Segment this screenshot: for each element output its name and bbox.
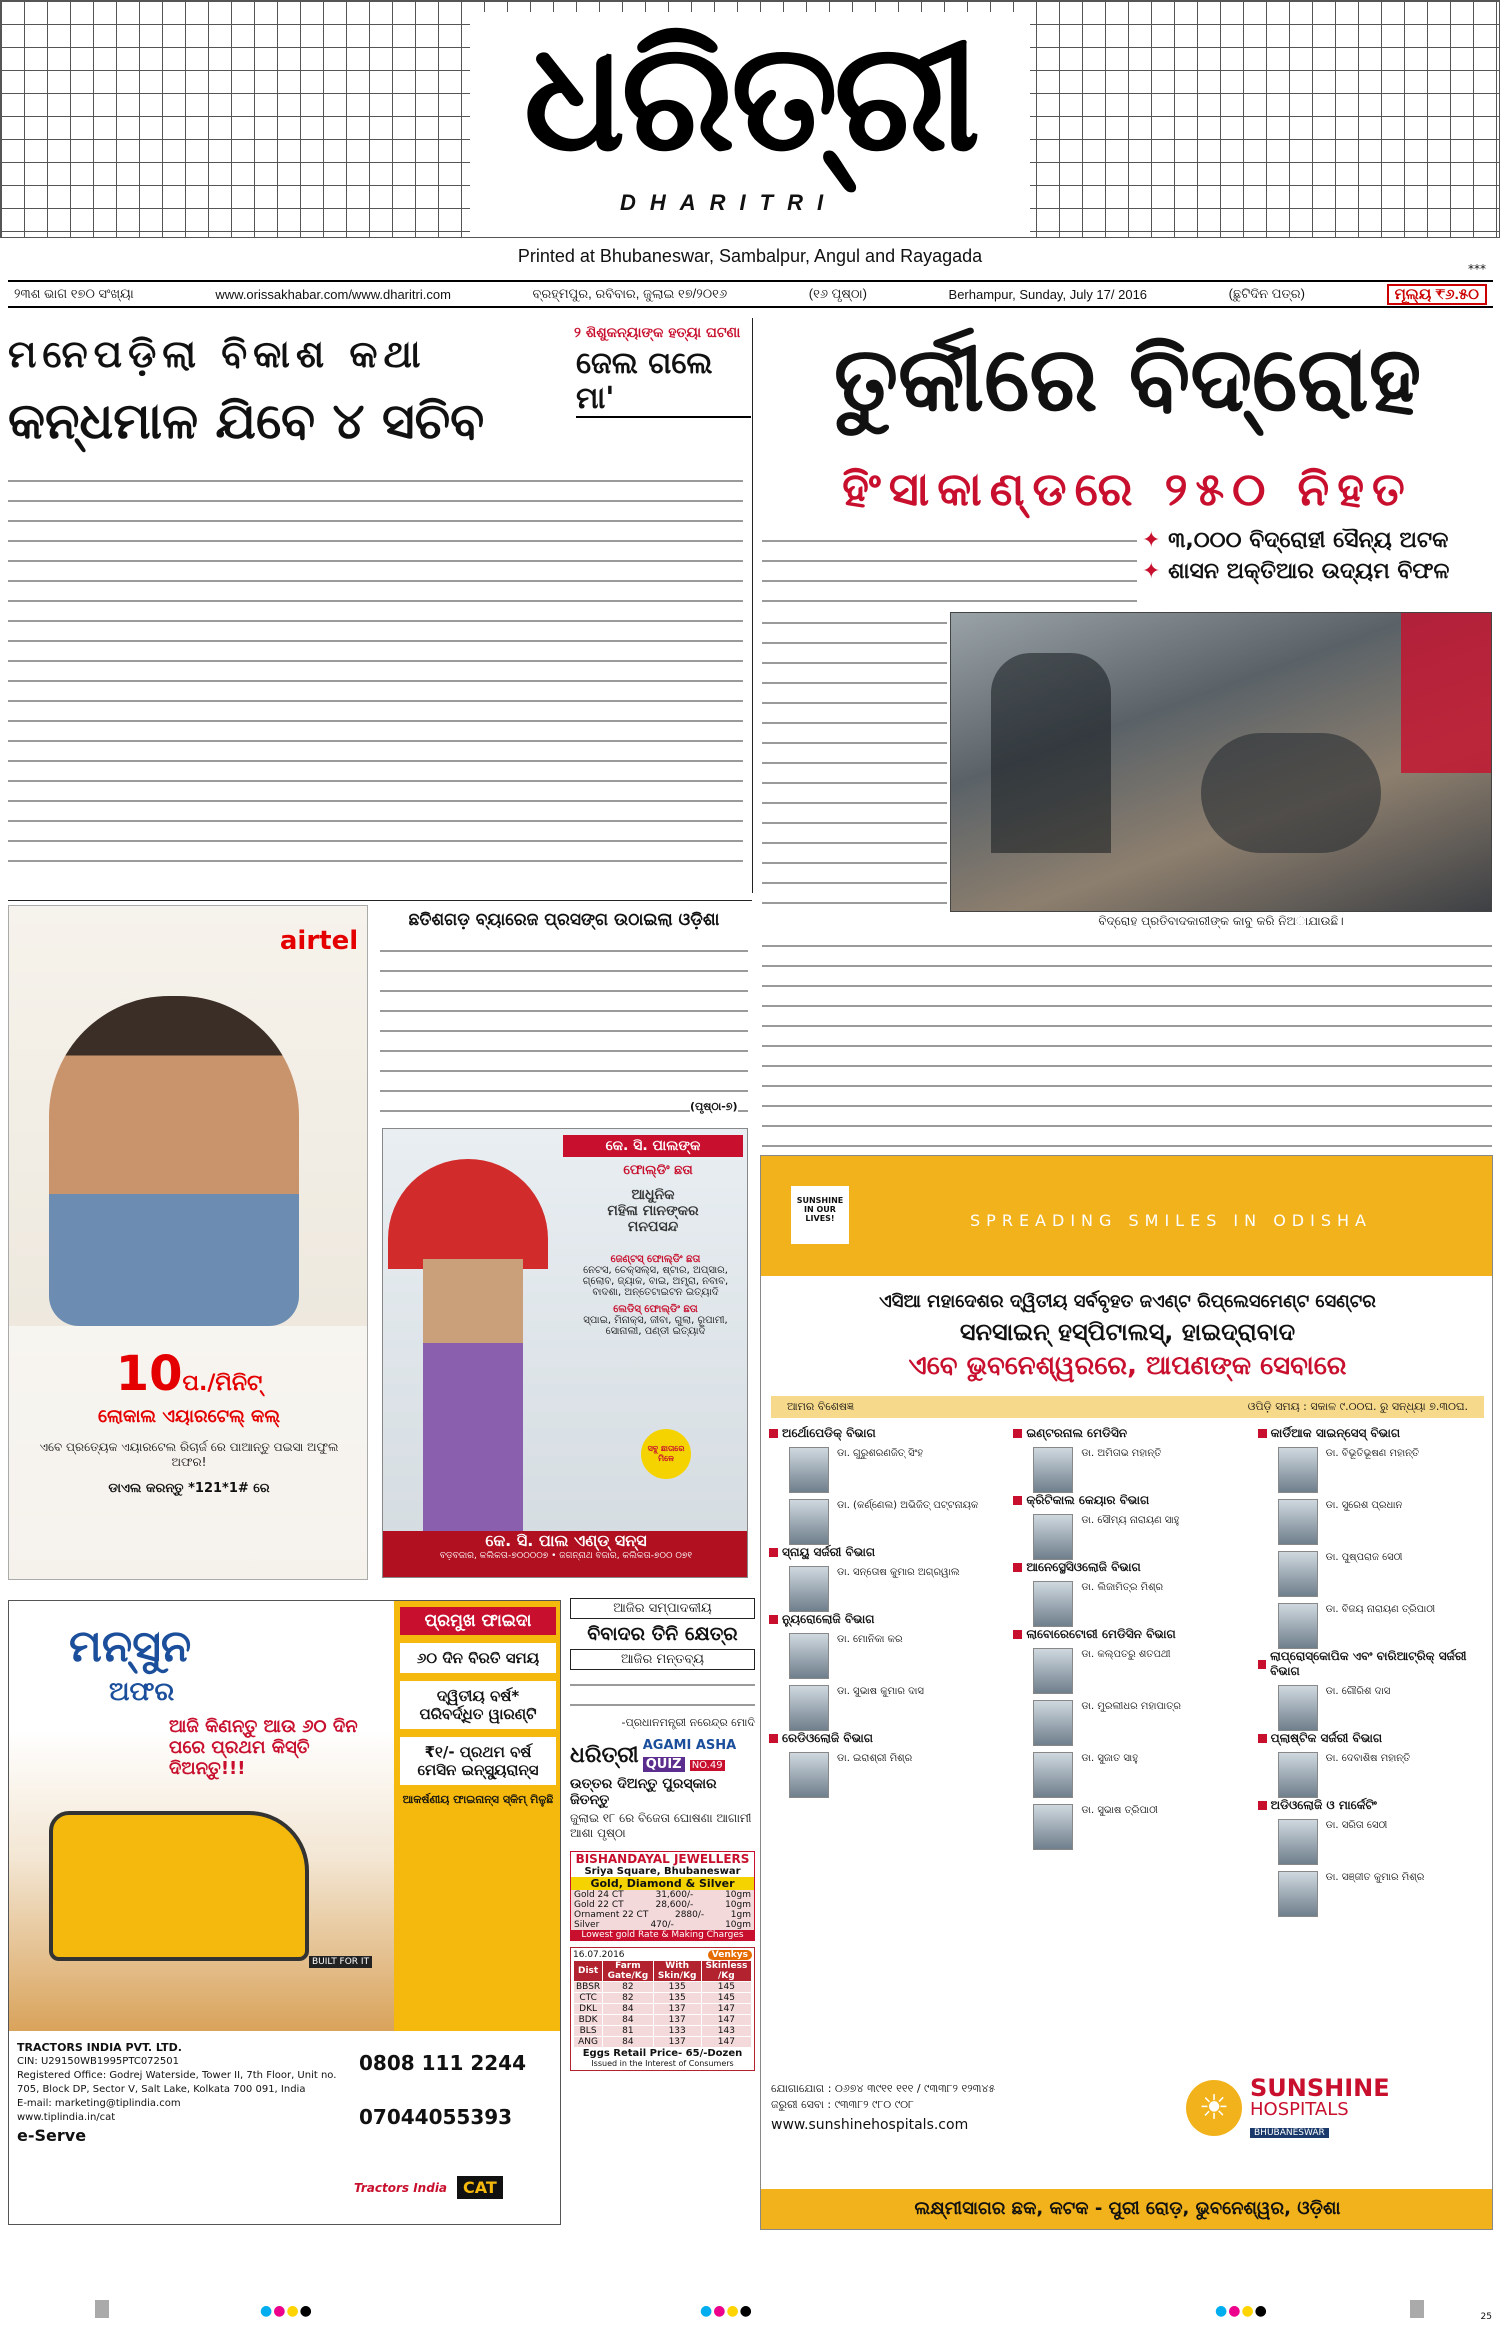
jewellers-ad[interactable]	[570, 1851, 755, 1941]
tipl-logo: Tractors India	[354, 2180, 448, 2195]
lead-body-top	[762, 530, 1137, 610]
registration-dots: ●●●●	[260, 2303, 313, 2319]
doctor-name: ଡା. ସୁଜାତ ସାହୁ	[1081, 1753, 1139, 1764]
mid-kicker: ୨ ଶିଶୁକନ୍ୟାଙ୍କ ହତ୍ୟା ଘଟଣା	[574, 325, 741, 341]
eggs-cell: 137	[653, 2015, 701, 2026]
doctor-name: ଡା. ସୁରେଶ ପ୍ରଧାନ	[1325, 1500, 1403, 1511]
doctor-column	[1250, 1426, 1493, 2076]
left-body-text	[8, 470, 743, 880]
tractors-addr: Registered Office: Godrej Waterside, Tower II, 7th Floor, Unit no. 705, Block DP, Sector V, Salt Lake, Kolkata 700 091, India	[17, 2070, 337, 2095]
quiz-label: QUIZ	[643, 1757, 685, 1772]
department-icon	[1258, 1660, 1266, 1669]
airtel-rate-line	[39, 1346, 339, 1402]
department-icon	[1013, 1563, 1022, 1572]
doctor-entry	[1278, 1752, 1486, 1798]
doctor-photo	[1033, 1447, 1073, 1493]
jewellers-rate-row	[571, 1910, 754, 1920]
eggs-date: 16.07.2016	[573, 1950, 625, 1960]
eggs-cell: BLS	[574, 2026, 603, 2037]
tractors-company-info	[17, 2041, 347, 2143]
bullet-2: ଶାସନ ଅକ୍ତିଆର ଉଦ୍ୟମ ବିଫଳ	[1168, 559, 1450, 584]
kcpal-footer-addr: ବଡ଼ବଜାର, କଲିକତା-୭୦୦୦୦୭ • ଜଗନ୍ନାଥ ବଜାର, କଲିକତା-୭୦୦ ୦୭୧	[439, 1551, 693, 1561]
doctor-entry	[789, 1633, 997, 1679]
turkish-flag	[1401, 613, 1491, 773]
doctor-columns	[761, 1426, 1493, 2076]
doctor-entry	[1033, 1752, 1241, 1798]
doctor-name: ଡା. ସୁଭାଷ ତ୍ରିପାଠୀ	[1081, 1805, 1158, 1816]
doctor-name: ଡା. ବିଜୟ ନାରାୟଣ ତ୍ରିପାଠୀ	[1325, 1604, 1436, 1615]
tractors-company: TRACTORS INDIA PVT. LTD.	[17, 2041, 182, 2054]
lead-body-bottom	[762, 935, 1492, 1150]
sunshine-line1: ଏସିଆ ମହାଦେଶର ଦ୍ୱିତୀୟ ସର୍ବବୃହତ ଜଏଣ୍ଟ ରିପ୍ଲେସମେଣ୍ଟ ସେଣ୍ଟର	[879, 1291, 1376, 1312]
jewellers-rates	[571, 1890, 754, 1930]
eggs-cell: BDK	[574, 2015, 603, 2026]
eggs-cell: 135	[653, 1993, 701, 2004]
doctor-photo	[1278, 1752, 1318, 1798]
department-heading	[769, 1731, 997, 1746]
mid-headline: ଜେଲ ଗଲେ ମା'	[576, 346, 751, 418]
opd-time: ଓପିଡ଼ି ସମୟ : ସକାଳ ୯.୦୦ଘ. ରୁ ସନ୍ଧ୍ୟା ୭.୩୦ଘ.	[1247, 1400, 1468, 1413]
jewellers-rate-row	[571, 1900, 754, 1910]
date-odia: ବ୍ରହ୍ମପୁର, ରବିବାର, ଜୁଲାଇ ୧୭/୨୦୧୬	[532, 286, 728, 301]
benefits-panel	[394, 1601, 561, 2031]
website: www.orissakhabar.com/www.dharitri.com	[215, 286, 451, 302]
photo-figure	[991, 653, 1111, 853]
doctor-photo	[1278, 1871, 1318, 1917]
eggs-cell: 81	[603, 2026, 653, 2037]
doctor-photo	[1278, 1685, 1318, 1731]
kcpal-footer: କେ. ସି. ପାଲ ଏଣ୍ଡ୍ ସନ୍ସ	[485, 1531, 647, 1550]
jewellers-place: Sriya Square, Bhubaneswar	[584, 1866, 741, 1877]
backhoe-image	[49, 1811, 309, 1961]
editorial-label: ଆଜିର ସମ୍ପାଦକୀୟ	[570, 1598, 755, 1619]
doctor-name: ଡା. ସୌମ୍ୟ ନାରାୟଣ ସାହୁ	[1081, 1515, 1180, 1526]
department-name: ଇଣ୍ଟରନାଲ ମେଡିସିନ	[1026, 1426, 1128, 1440]
middle-column	[570, 1598, 755, 2228]
photo-figure	[1201, 733, 1381, 853]
jewellers-footer: Lowest gold Rate & Making Charges	[571, 1930, 754, 1940]
eggs-cell: 147	[701, 2015, 751, 2026]
eggs-cell: 145	[701, 1982, 751, 1993]
doctor-name: ଡା. ମୁରଲୀଧର ମହାପାତ୍ର	[1081, 1701, 1181, 1712]
pages: (୧୬ ପୃଷ୍ଠା)	[808, 286, 867, 301]
department-heading	[1013, 1426, 1241, 1441]
page-number: 25	[1480, 2312, 1492, 2322]
doctor-name: ଡା. ଗୌରିଶ ଦାସ	[1325, 1686, 1391, 1697]
volume: ୨୩ଶ ଭାଗ ୧୭୦ ସଂଖ୍ୟା	[14, 286, 134, 301]
eggs-cell: 147	[701, 2037, 751, 2048]
lead-body-left	[762, 612, 947, 912]
doctor-photo	[1033, 1804, 1073, 1850]
department-name: ଆନେସ୍ଥେସିଓଲୋଜି ବିଭାଗ	[1026, 1560, 1141, 1574]
doctor-entry	[1278, 1499, 1486, 1545]
jewellers-rate-cell: Ornament 22 CT	[574, 1910, 649, 1920]
model-photo	[49, 996, 299, 1326]
airtel-ad[interactable]	[8, 905, 368, 1580]
doctor-name: ଡା. କଲ୍ପତରୁ ଶତପଥୀ	[1081, 1649, 1171, 1660]
gents-list: ନେଟସ, ଚେକ୍ସଲ୍ସ, ଷ୍ଟାର, ଅପ୍ସାର, ଗ୍ଲୋବ, ଜ୍ୟାକ, ବାଇ, ଅମ୍ବ୍ରା, ନବାବ, ବାଦଶା, ଅନ୍ତେଟାଇଟନ ଇତ୍ୟାଦି	[582, 1265, 729, 1298]
doctor-photo	[789, 1685, 829, 1731]
doctor-name: ଡା. ଲିଜାମିତ୍ର ମିଶ୍ର	[1081, 1582, 1164, 1593]
department-name: କାର୍ଡିଆକ ସାଇନ୍ସେସ୍ ବିଭାଗ	[1270, 1426, 1401, 1440]
bullet-1: ୩,୦୦୦ ବିଦ୍ରୋହୀ ସୈନ୍ୟ ଅଟକ	[1168, 528, 1449, 553]
eserve: e-Serve	[17, 2126, 87, 2145]
sunshine-logo-text: SUNSHINE	[1250, 2074, 1390, 2102]
doctor-entry	[1278, 1871, 1486, 1917]
quiz-brand: AGAMI ASHA	[642, 1738, 737, 1753]
jewellers-rate-cell: Gold 24 CT	[574, 1890, 624, 1900]
doctor-name: ଡା. ଗୁରୁଶରଣଜିତ୍ ସିଂହ	[837, 1448, 924, 1459]
airtel-rate: 10	[115, 1346, 183, 1402]
sunshine-banner-text: SPREADING SMILES IN ODISHA	[970, 1211, 1372, 1230]
print-swatch	[1410, 2300, 1424, 2318]
department-name: ସ୍ନାୟୁ ସର୍ଜରୀ ବିଭାଗ	[782, 1545, 876, 1559]
eggs-cell: BBSR	[574, 1982, 603, 1993]
jewellers-head: Gold, Diamond & Silver	[571, 1877, 754, 1890]
jewellers-rate-cell: 470/-	[650, 1920, 674, 1930]
eggs-cell: 147	[701, 2004, 751, 2015]
eggs-header: Dist	[574, 1961, 603, 1982]
benefit-2: ଦ୍ୱିତୀୟ ବର୍ଷ* ପରିବର୍ଦ୍ଧିତ ୱାରଣ୍ଟି	[400, 1681, 556, 1729]
doctor-photo	[1278, 1603, 1318, 1649]
department-icon	[1013, 1496, 1022, 1505]
eggs-cell: 133	[653, 2026, 701, 2037]
left-kicker: ମନେପଡ଼ିଲା ବିକାଶ କଥା	[8, 332, 427, 376]
logo-odia: ଧରିତ୍ରୀ	[523, 9, 977, 185]
tractors-title: ମନ୍ସୁନ	[69, 1621, 192, 1672]
eggs-header: Farm Gate/Kg	[603, 1961, 653, 1982]
table-row	[574, 2037, 752, 2048]
doctor-column	[761, 1426, 1005, 2076]
department-name: ଲାବୋରେଟୋରୀ ମେଡିସିନ ବିଭାଗ	[1026, 1627, 1176, 1641]
department-icon	[769, 1734, 778, 1743]
sunshine-logo-text2: HOSPITALS	[1250, 2099, 1349, 2120]
eggs-header: Skinless /Kg	[701, 1961, 751, 1982]
doctor-photo	[1033, 1700, 1073, 1746]
jewellers-rate-cell: 10gm	[725, 1900, 751, 1910]
tractor-visual	[9, 1601, 394, 2031]
kcpal-badge: ସବୁ ଛାତାରେ ମିଳେ	[641, 1429, 691, 1479]
lead-bullets: ✦ ୩,୦୦୦ ବିଦ୍ରୋହୀ ସୈନ୍ୟ ଅଟକ ✦ ଶାସନ ଅକ୍ତିଆର ଉଦ୍ୟମ ବିଫଳ	[1142, 528, 1450, 584]
gents-title: ଜେଣ୍ଟସ୍ ଫୋଲ୍ଡିଂ ଛତା	[610, 1254, 701, 1265]
doctor-name: ଡା. ସଞ୍ଜୀତ କୁମାର ମିଶ୍ର	[1325, 1872, 1425, 1883]
tractors-ad[interactable]	[8, 1600, 561, 2225]
table-row	[574, 2004, 752, 2015]
sunshine-address: ଲକ୍ଷ୍ମୀସାଗର ଛକ, କଟକ - ପୁରୀ ରୋଡ଼, ଭୁବନେଶ୍ୱର, ଓଡ଼ିଶା	[761, 2189, 1493, 2229]
doctor-entry	[1278, 1603, 1486, 1649]
doctor-entry	[789, 1499, 997, 1545]
lead-headline: ତୁର୍କୀରେ ବିଦ୍ରୋହ	[833, 327, 1422, 432]
eggs-footer: Eggs Retail Price- 65/-Dozen	[582, 2048, 743, 2059]
doctor-entry	[789, 1752, 997, 1798]
department-heading	[1258, 1798, 1486, 1813]
department-heading	[1013, 1627, 1241, 1642]
jewellers-rate-row	[571, 1920, 754, 1930]
doctor-entry	[1033, 1648, 1241, 1694]
registration-dots: ●●●●	[1215, 2303, 1268, 2319]
kcpal-line1: ଆଧୁନିକ	[631, 1187, 675, 1203]
doctor-entry	[789, 1685, 997, 1731]
eggs-cell: 82	[603, 1993, 653, 2004]
stars: ***	[1468, 262, 1486, 276]
column-rule	[752, 318, 753, 893]
sunshine-banner	[761, 1156, 1493, 1276]
benefit-1: ୬୦ ଦିନ ବିରତି ସମୟ	[400, 1643, 556, 1673]
kcpal-sub: ଫୋଲ୍ଡିଂ ଛତା	[623, 1163, 693, 1178]
doctor-name: ଡା. ସରିତା ସେଠୀ	[1325, 1820, 1388, 1831]
eggs-cell: 82	[603, 1982, 653, 1993]
doctor-entry	[1033, 1581, 1241, 1627]
eggs-header: With Skin/Kg	[653, 1961, 701, 1982]
doctor-name: ଡା. ପୁଷ୍ପରାଜ ସେଠୀ	[1325, 1552, 1403, 1563]
doctor-photo	[1033, 1648, 1073, 1694]
doctor-photo	[1278, 1447, 1318, 1493]
department-heading	[1258, 1731, 1486, 1746]
doctor-entry	[789, 1566, 997, 1612]
department-name: ନ୍ୟୁରୋଲୋଜି ବିଭାଗ	[782, 1612, 875, 1626]
department-icon	[769, 1429, 778, 1438]
department-icon	[1013, 1630, 1022, 1639]
doctor-photo	[1278, 1551, 1318, 1597]
logo-latin: DHARITRI	[620, 190, 838, 215]
jewellers-name: BISHANDAYAL JEWELLERS	[571, 1852, 754, 1866]
doctor-name: ଡା. ବିଭୂତିଭୂଷଣ ମହାନ୍ତି	[1325, 1448, 1420, 1459]
department-heading	[1258, 1426, 1486, 1441]
department-heading	[769, 1426, 997, 1441]
department-name: ପ୍ଲାଷ୍ଟିକ ସର୍ଜରୀ ବିଭାଗ	[1270, 1731, 1383, 1745]
umbrella-image	[388, 1159, 548, 1269]
sunshine-web[interactable]: www.sunshinehospitals.com	[771, 2117, 969, 2133]
doctor-name: ଡା. ସୁଭାଷ କୁମାର ଦାସ	[837, 1686, 924, 1697]
jewellers-rate-cell: Gold 22 CT	[574, 1900, 624, 1910]
doctor-name: ଡା. ଇରାଶ୍ରୀ ମିଶ୍ର	[837, 1753, 913, 1764]
holiday: (ଛୁଟିଦିନ ପତ୍ର)	[1228, 286, 1305, 301]
doctor-photo	[1033, 1581, 1073, 1627]
tractors-pitch: ଆଜି କିଣନ୍ତୁ ଆଉ ୬୦ ଦିନ ପରେ ପ୍ରଥମ କିସ୍ତି ଦିଅନ୍ତୁ!!!	[169, 1716, 358, 1779]
quiz-box	[570, 1738, 755, 1772]
department-heading	[1013, 1493, 1241, 1508]
doctor-name: ଡା. ମୋନିକା କର	[837, 1634, 903, 1645]
lead-subhead: ହିଂସାକାଣ୍ଡରେ ୨୫୦ ନିହତ	[842, 462, 1413, 516]
department-name: କ୍ରିଟିକାଲ କେୟାର ବିଭାଗ	[1026, 1493, 1150, 1507]
table-row	[574, 1982, 752, 1993]
tractors-phone2[interactable]: 07044055393	[359, 2105, 513, 2129]
airtel-offer: ଏବେ ପ୍ରତ୍ୟେକ ଏୟାରଟେଲ ରିଚାର୍ଜ ରେ ପାଆନ୍ତୁ ପଇସା ଅଫୁଲ ଅଫର!	[39, 1440, 339, 1469]
sunshine-line3: ଏବେ ଭୁବନେଶ୍ୱରରେ, ଆପଣଙ୍କ ସେବାରେ	[908, 1351, 1347, 1381]
eggs-table	[573, 1960, 752, 2048]
doctor-photo	[789, 1752, 829, 1798]
jewellers-rate-cell: 10gm	[725, 1890, 751, 1900]
eggs-cell: ANG	[574, 2037, 603, 2048]
department-name: ଲାପ୍ରୋସ୍କୋପିକ ଏବଂ ବାରିଆଟ୍ରିକ୍ ସର୍ଜରୀ ବିଭାଗ	[1270, 1649, 1467, 1678]
department-name: ଅର୍ଥୋପେଡିକ୍ ବିଭାଗ	[782, 1426, 876, 1440]
doctor-photo	[1278, 1499, 1318, 1545]
department-icon	[1258, 1801, 1267, 1810]
eggs-cell: CTC	[574, 1993, 603, 2004]
department-icon	[769, 1548, 778, 1557]
department-icon	[769, 1615, 778, 1624]
doctor-photo	[789, 1499, 829, 1545]
eggs-cell: 84	[603, 2037, 653, 2048]
tractors-email[interactable]: E-mail: marketing@tiplindia.com	[17, 2098, 181, 2109]
doctor-entry	[1278, 1685, 1486, 1731]
eggs-cell: 84	[603, 2015, 653, 2026]
department-name: ଅଡିଓଲୋଜି ଓ ମାର୍କେଟିଂ	[1270, 1798, 1377, 1812]
jewellers-rate-cell: 28,600/-	[655, 1900, 694, 1910]
price: ମୂଲ୍ୟ ₹୬.୫୦	[1387, 284, 1487, 305]
eggs-cell: 137	[653, 2037, 701, 2048]
sunshine-emergency: ଜରୁରୀ ସେବା : ୯୩୩୮୨ ୯୮୦ ୯୦୮	[771, 2098, 914, 2111]
department-heading	[769, 1545, 997, 1560]
sunshine-line2: ସନସାଇନ୍ ହସ୍ପିଟାଲସ୍, ହାଇଦ୍ରାବାଦ	[959, 1318, 1296, 1346]
eggs-cell: 145	[701, 1993, 751, 2004]
airtel-dial: ଡାଏଲ କରନ୍ତୁ *121*1# ରେ	[108, 1481, 270, 1496]
jewellers-rate-cell: 31,600/-	[655, 1890, 694, 1900]
airtel-tag: ଲୋକାଲ ଏୟାରଟେଲ୍ କଲ୍	[98, 1406, 280, 1427]
department-icon	[1013, 1429, 1022, 1438]
doctor-photo	[1278, 1819, 1318, 1865]
eggs-cell: 143	[701, 2026, 751, 2037]
benefits-title: ପ୍ରମୁଖ ଫାଇଦା	[400, 1607, 556, 1635]
table-row	[574, 2026, 752, 2037]
doctor-name: ଡା. (କର୍ଣ୍ଣେଲ) ଅଭିଜିତ୍ ପଟ୍ଟନାୟକ	[837, 1500, 979, 1511]
model-photo	[423, 1259, 523, 1539]
chhattisgarh-body	[380, 940, 748, 1120]
doctor-photo	[789, 1633, 829, 1679]
doctor-entry	[1278, 1551, 1486, 1597]
comment-author: -ପ୍ରଧାନମନ୍ତ୍ରୀ ନରେନ୍ଦ୍ର ମୋଦି	[621, 1716, 755, 1729]
quiz-line2: ଜୁଲାଇ ୧୮ ରେ ବିଜେତା ଘୋଷଣା ଆଗାମୀ ଆଶା ପୃଷ୍ଠା	[570, 1811, 752, 1840]
department-heading	[769, 1612, 997, 1627]
kcpal-brand: କେ. ସି. ପାଲଙ୍କ	[563, 1135, 743, 1157]
doctor-entry	[1278, 1819, 1486, 1865]
sunshine-ad[interactable]	[760, 1155, 1493, 2230]
ladies-list: ସ୍ପାଇ, ମିନାକ୍ସ, ଜୀବା, ଗୁଲା, ରୂପାମୀ, ସୋନାଲୀ, ପଣ୍ଡୀ ଇତ୍ୟାଦି	[583, 1315, 728, 1337]
chhattisgarh-headline: ଛତିଶଗଡ଼ ବ୍ୟାରେଜ ପ୍ରସଙ୍ଗ ଉଠାଇଲା ଓଡ଼ିଶା	[408, 910, 720, 930]
jewellers-rate-cell: Silver	[574, 1920, 600, 1930]
doctor-entry	[1033, 1514, 1241, 1560]
kcpal-line2: ମହିଳା ମାନଙ୍କର	[607, 1203, 699, 1219]
eggs-brand: Venkys	[708, 1950, 752, 1960]
comment-label: ଆଜିର ମନ୍ତବ୍ୟ	[570, 1649, 755, 1670]
doctor-entry	[1033, 1804, 1241, 1850]
sunshine-logo	[1186, 2076, 1486, 2139]
eggs-cell: 135	[653, 1982, 701, 1993]
lead-photo	[950, 612, 1492, 912]
eggs-ad[interactable]	[570, 1947, 755, 2071]
ladies-title: ଲେଡିସ୍ ଫୋଲ୍ଡିଂ ଛତା	[613, 1304, 698, 1315]
section-rule	[8, 900, 752, 901]
tractors-cin: CIN: U29150WB1995PTC072501	[17, 2056, 179, 2067]
printed-at: Printed at Bhubaneswar, Sambalpur, Angul and Rayagada	[517, 246, 983, 266]
eggs-note: Issued in the Interest of Consumers	[591, 2059, 734, 2068]
sunshine-logo-text3: BHUBANESWAR	[1250, 2128, 1329, 2138]
eggs-cell: DKL	[574, 2004, 603, 2015]
print-swatch	[95, 2300, 109, 2318]
department-heading	[1258, 1649, 1486, 1679]
eggs-cell: 137	[653, 2004, 701, 2015]
jewellers-rate-row	[571, 1890, 754, 1900]
doctor-column	[1005, 1426, 1249, 2076]
built-for-it: BUILT FOR IT	[309, 1956, 372, 1968]
tractors-web[interactable]: www.tiplindia.in/cat	[17, 2112, 116, 2123]
dharitri-mini-logo: ଧରିତ୍ରୀ	[570, 1742, 639, 1768]
dateline	[8, 280, 1493, 308]
benefit-3: ₹୧/- ପ୍ରଥମ ବର୍ଷ ମେସିନ ଇନ୍ସ୍ୟୁରାନ୍ସ	[400, 1737, 556, 1785]
date-en: Berhampur, Sunday, July 17/ 2016	[948, 286, 1148, 302]
doctor-photo	[789, 1566, 829, 1612]
department-name: ରେଡିଓଲୋଜି ବିଭାଗ	[782, 1731, 873, 1745]
tractors-phone1[interactable]: 0808 111 2244	[359, 2051, 527, 2075]
doctor-name: ଡା. ଦେବାଶିଷ ମହାନ୍ତି	[1325, 1753, 1411, 1764]
cat-logo: CAT	[457, 2176, 503, 2199]
department-heading	[1013, 1560, 1241, 1575]
table-row	[574, 2015, 752, 2026]
kcpal-ad[interactable]	[382, 1128, 748, 1578]
sunshine-contact: ଯୋଗାଯୋଗ : ୦୬୭୪ ୩୯୧୧ ୧୧୧ / ୯୩୩୮୨ ୧୨୩୪୫	[771, 2082, 996, 2095]
sun-icon: ☀	[1186, 2080, 1242, 2136]
airtel-logo: airtel	[279, 926, 359, 956]
depts-label: ଆମର ବିଶେଷଜ୍ଞ	[787, 1400, 855, 1413]
quiz-no: NO.49	[691, 1760, 723, 1771]
doctor-entry	[1033, 1700, 1241, 1746]
eggs-cell: 84	[603, 2004, 653, 2015]
registration-dots: ●●●●	[700, 2303, 753, 2319]
doctor-entry	[789, 1447, 997, 1493]
quiz-line1: ଉତ୍ତର ଦିଅନ୍ତୁ ପୁରସ୍କାର ଜିତନ୍ତୁ	[570, 1776, 717, 1808]
jewellers-rate-cell: 1gm	[730, 1910, 751, 1920]
jewellers-rate-cell: 10gm	[725, 1920, 751, 1930]
table-row	[574, 1993, 752, 2004]
doctor-photo	[1033, 1752, 1073, 1798]
department-icon	[1258, 1734, 1267, 1743]
kcpal-line3: ମନପସନ୍ଦ	[627, 1219, 679, 1235]
editorial-head: ବିବାଦର ତିନି କ୍ଷେତ୍ର	[587, 1623, 738, 1645]
benefit-4: ଆକର୍ଷଣୀୟ ଫାଇନାନ୍ସ ସ୍କିମ୍ ମିଳୁଛି	[402, 1793, 554, 1806]
airtel-rate-unit: ପ./ମିନିଟ୍	[182, 1371, 263, 1396]
jewellers-rate-cell: 2880/-	[674, 1910, 705, 1920]
left-headline: କନ୍ଧମାଳ ଯିବେ ୪ ସଚିବ	[8, 392, 485, 450]
doctor-name: ଡା. ସନ୍ତୋଷ କୁମାର ଅଗ୍ରୱାଲ	[837, 1567, 960, 1578]
doctor-entry	[1033, 1447, 1241, 1493]
sunshine-badge: SUNSHINE IN OUR LIVES!	[791, 1186, 849, 1244]
doctor-name: ଡା. ଅମିତାଭ ମହାନ୍ତି	[1081, 1448, 1162, 1459]
doctor-entry	[1278, 1447, 1486, 1493]
photo-caption: ବିଦ୍ରୋହ ପ୍ରତିବାଦକାରୀଙ୍କ କାବୁ କରି ନିଅାଯାଉଛି।	[1098, 914, 1344, 928]
masthead	[470, 9, 1030, 237]
tractors-title2: ଅଫର	[109, 1677, 175, 1707]
department-icon	[1258, 1429, 1267, 1438]
doctor-photo	[1033, 1514, 1073, 1560]
doctor-photo	[789, 1447, 829, 1493]
comment-text	[570, 1674, 755, 1716]
continued-ref: (ପୃଷ୍ଠା-୭)	[690, 1100, 738, 1113]
